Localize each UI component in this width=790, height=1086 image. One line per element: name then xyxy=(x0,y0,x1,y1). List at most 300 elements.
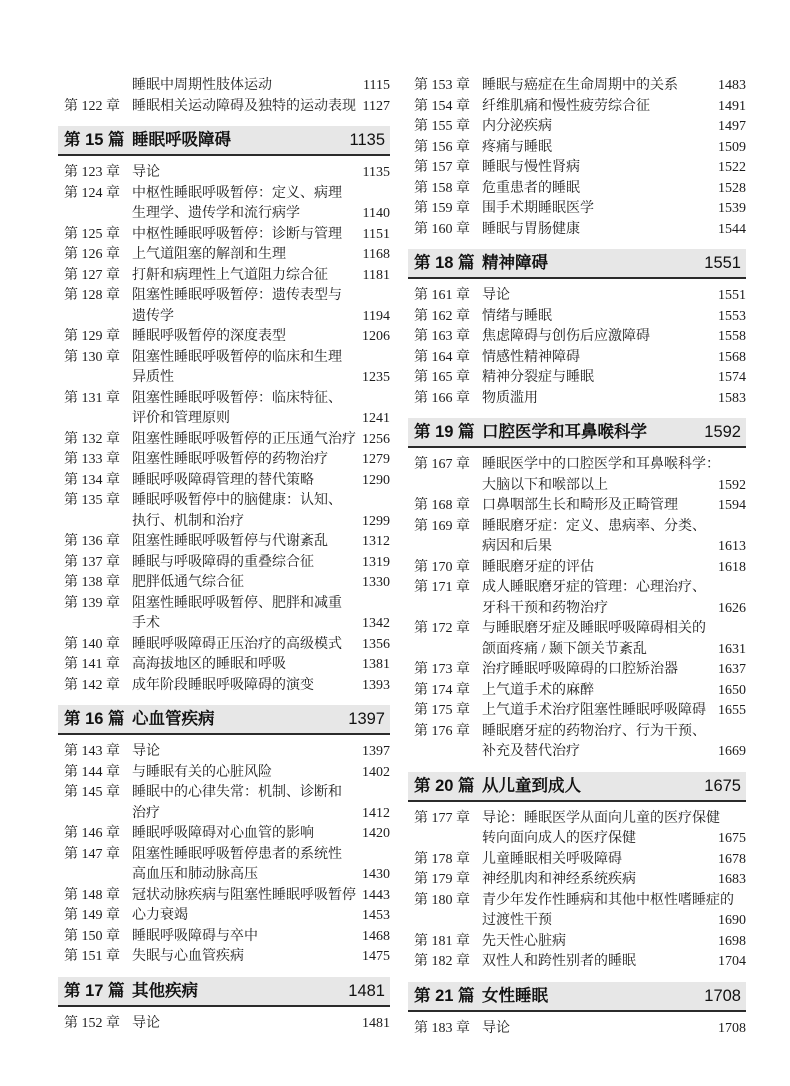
chapter-title xyxy=(482,619,746,660)
chapter-title xyxy=(482,138,746,159)
page-number: 1256 xyxy=(362,431,390,447)
chapter-title xyxy=(482,701,746,722)
page-number: 1594 xyxy=(718,498,746,513)
chapter-title xyxy=(482,179,746,200)
toc-entry xyxy=(408,722,746,763)
page-number: 1135 xyxy=(362,165,390,180)
toc-entry xyxy=(58,327,390,348)
chapter-title-line: 导论 xyxy=(482,1020,510,1036)
chapter-title-line: 睡眠磨牙症的药物治疗、行为干预、 xyxy=(482,723,706,739)
page-number: 1140 xyxy=(362,206,390,221)
section-label: 第 17 篇 xyxy=(64,981,125,1000)
toc-section-header xyxy=(408,772,746,802)
page-number: 1655 xyxy=(718,703,746,718)
page-number: 1206 xyxy=(362,329,390,344)
chapter-label: 第 141 章 xyxy=(64,657,120,672)
page-number: 1669 xyxy=(718,744,746,759)
chapter-title-line: 冠状动脉疾病与阻塞性睡眠呼吸暂停 xyxy=(132,887,356,903)
chapter-title xyxy=(482,578,746,619)
chapter-title-line: 导论 xyxy=(482,288,510,303)
chapter-title xyxy=(482,307,746,328)
page-number: 1551 xyxy=(718,288,746,303)
toc-section-header xyxy=(408,418,746,448)
chapter-label: 第 147 章 xyxy=(64,846,120,862)
chapter-title-line: 睡眠与胃肠健康 xyxy=(482,221,580,237)
chapter-title-line: 情感性精神障碍 xyxy=(482,349,580,365)
toc-entry xyxy=(58,389,390,430)
chapter-title xyxy=(482,117,746,138)
chapter-title xyxy=(132,266,390,287)
chapter-title xyxy=(482,496,746,517)
chapter-label: 第 174 章 xyxy=(414,682,470,698)
page-number: 1151 xyxy=(362,226,390,242)
section-label: 第 21 篇 xyxy=(414,986,475,1005)
chapter-title-line: 成人睡眠磨牙症的管理：心理治疗、 xyxy=(482,580,706,595)
chapter-title-line: 睡眠磨牙症：定义、患病率、分类、 xyxy=(482,518,706,534)
toc-entry xyxy=(58,266,390,287)
page-number: 1675 xyxy=(718,831,746,846)
toc-entry xyxy=(408,307,746,328)
toc-entry xyxy=(408,619,746,660)
page-number: 1544 xyxy=(718,221,746,237)
chapter-title-line: 睡眠医学中的口腔医学和耳鼻喉科学： xyxy=(482,457,720,472)
chapter-title xyxy=(132,824,390,845)
chapter-label: 第 150 章 xyxy=(64,928,120,944)
chapter-label: 第 123 章 xyxy=(64,165,120,180)
chapter-label: 第 143 章 xyxy=(64,744,120,759)
section-page-number: 1708 xyxy=(704,986,741,1005)
toc-entry xyxy=(408,660,746,681)
chapter-label: 第 125 章 xyxy=(64,226,120,242)
chapter-title-line: 疼痛与睡眠 xyxy=(482,139,552,155)
chapter-label: 第 159 章 xyxy=(414,201,470,216)
section-title: 从儿童到成人 xyxy=(482,776,581,795)
chapter-label: 第 175 章 xyxy=(414,703,470,718)
page-number: 1453 xyxy=(362,908,390,923)
chapter-title xyxy=(482,1019,746,1040)
chapter-title xyxy=(132,348,390,389)
chapter-label: 第 152 章 xyxy=(64,1015,120,1031)
toc-entry xyxy=(58,906,390,927)
chapter-title xyxy=(482,327,746,348)
chapter-title xyxy=(482,932,746,953)
chapter-title-line: 睡眠与呼吸障碍的重叠综合征 xyxy=(132,554,314,570)
chapter-title xyxy=(482,558,746,579)
page-number: 1509 xyxy=(718,139,746,155)
chapter-label: 第 165 章 xyxy=(414,370,470,385)
section-title: 心血管疾病 xyxy=(132,710,215,728)
page-number: 1420 xyxy=(362,826,390,841)
chapter-title-line: 内分泌疾病 xyxy=(482,119,552,134)
toc-entry xyxy=(408,932,746,953)
chapter-title-line: 上气道手术的麻醉 xyxy=(482,682,594,698)
chapter-title-line: 儿童睡眠相关呼吸障碍 xyxy=(482,851,622,867)
chapter-label: 第 163 章 xyxy=(414,329,470,344)
page-number: 1553 xyxy=(718,308,746,324)
page-number: 1115 xyxy=(363,78,390,93)
chapter-label: 第 146 章 xyxy=(64,826,120,841)
toc-entry xyxy=(58,225,390,246)
chapter-title-line: 导论：睡眠医学从面向儿童的医疗保健 xyxy=(482,810,720,826)
chapter-title xyxy=(132,450,390,471)
chapter-title-line: 口鼻咽部生长和畸形及正畸管理 xyxy=(482,498,678,513)
page-number: 1491 xyxy=(718,98,746,114)
chapter-title xyxy=(482,199,746,220)
chapter-title-line: 导论 xyxy=(132,165,160,180)
toc-entry xyxy=(408,286,746,307)
chapter-title-line: 导论 xyxy=(132,744,160,759)
toc-entry xyxy=(58,655,390,676)
chapter-label: 第 181 章 xyxy=(414,933,470,949)
chapter-title-line: 青少年发作性睡病和其他中枢性嗜睡症的 xyxy=(482,892,734,908)
page-number: 1397 xyxy=(362,744,390,759)
page-number: 1181 xyxy=(362,267,390,283)
chapter-title-line: 阻塞性睡眠呼吸暂停的正压通气治疗 xyxy=(132,431,356,447)
chapter-label: 第 136 章 xyxy=(64,534,120,549)
section-label: 第 18 篇 xyxy=(414,254,475,272)
chapter-label: 第 167 章 xyxy=(414,457,470,472)
chapter-title xyxy=(132,389,390,430)
chapter-title-line: 心力衰竭 xyxy=(132,908,188,923)
toc-entry xyxy=(58,824,390,845)
page-number: 1168 xyxy=(362,247,390,262)
page-number: 1708 xyxy=(718,1020,746,1036)
toc-entry xyxy=(58,1014,390,1035)
chapter-title-line: 中枢性睡眠呼吸暂停：诊断与管理 xyxy=(132,226,342,242)
chapter-label: 第 138 章 xyxy=(64,575,120,590)
chapter-label: 第 149 章 xyxy=(64,908,120,923)
chapter-label: 第 183 章 xyxy=(414,1020,470,1036)
chapter-title-line: 阻塞性睡眠呼吸暂停：遗传表型与 xyxy=(132,288,342,303)
chapter-title-line: 遗传学 xyxy=(132,308,174,324)
chapter-label: 第 126 章 xyxy=(64,247,120,262)
page-number: 1235 xyxy=(362,370,390,385)
page-number: 1698 xyxy=(718,933,746,949)
chapter-title xyxy=(482,97,746,118)
chapter-title-line: 上气道阻塞的解剖和生理 xyxy=(132,247,286,262)
chapter-title-line: 睡眠呼吸暂停的深度表型 xyxy=(132,329,286,344)
chapter-title xyxy=(132,430,390,451)
toc-entry xyxy=(58,348,390,389)
section-title: 精神障碍 xyxy=(482,254,548,272)
chapter-label: 第 162 章 xyxy=(414,308,470,324)
page-number: 1528 xyxy=(718,180,746,196)
chapter-title xyxy=(132,947,390,968)
toc-entry xyxy=(58,635,390,656)
toc-entry xyxy=(58,471,390,492)
chapter-title xyxy=(132,286,390,327)
page-number: 1497 xyxy=(718,119,746,134)
toc-entry xyxy=(408,1019,746,1040)
chapter-label: 第 180 章 xyxy=(414,892,470,908)
chapter-title-line: 危重患者的睡眠 xyxy=(482,180,580,196)
page-number: 1393 xyxy=(362,677,390,693)
chapter-label: 第 153 章 xyxy=(414,78,470,93)
page-number: 1342 xyxy=(362,616,390,631)
toc-entry xyxy=(408,952,746,973)
chapter-title-line: 肥胖低通气综合征 xyxy=(132,575,244,590)
page-number: 1626 xyxy=(718,600,746,616)
chapter-label: 第 176 章 xyxy=(414,723,470,739)
chapter-title xyxy=(482,952,746,973)
chapter-title-line: 阻塞性睡眠呼吸暂停：临床特征、 xyxy=(132,390,342,406)
chapter-title xyxy=(132,845,390,886)
chapter-label: 第 151 章 xyxy=(64,949,120,964)
chapter-label: 第 127 章 xyxy=(64,267,120,283)
section-label: 第 19 篇 xyxy=(414,423,475,441)
toc-entry xyxy=(58,763,390,784)
page-number: 1558 xyxy=(718,329,746,344)
chapter-title-line: 神经肌肉和神经系统疾病 xyxy=(482,872,636,887)
toc-entry xyxy=(58,450,390,471)
page-number: 1319 xyxy=(362,554,390,570)
chapter-title-line: 睡眠呼吸障碍与卒中 xyxy=(132,928,258,944)
chapter-title xyxy=(482,870,746,891)
page-number: 1522 xyxy=(718,160,746,175)
toc-entry xyxy=(58,947,390,968)
toc-entry xyxy=(408,578,746,619)
chapter-label: 第 130 章 xyxy=(64,349,120,365)
chapter-title xyxy=(132,594,390,635)
chapter-title xyxy=(482,348,746,369)
page-number: 1290 xyxy=(362,472,390,488)
chapter-label: 第 173 章 xyxy=(414,662,470,677)
chapter-title-line: 大脑以下和喉部以上 xyxy=(482,477,608,493)
chapter-title-line: 中枢性睡眠呼吸暂停：定义、病理 xyxy=(132,185,342,201)
chapter-title-line: 生理学、遗传学和流行病学 xyxy=(132,206,300,221)
chapter-title xyxy=(482,681,746,702)
page-number: 1468 xyxy=(362,928,390,944)
page-number: 1483 xyxy=(718,78,746,93)
chapter-label: 第 134 章 xyxy=(64,472,120,488)
page-number: 1650 xyxy=(718,682,746,698)
chapter-title-line: 精神分裂症与睡眠 xyxy=(482,370,594,385)
chapter-title xyxy=(482,220,746,241)
toc-section-header xyxy=(58,705,390,735)
chapter-title xyxy=(132,553,390,574)
toc-entry xyxy=(408,558,746,579)
page-number: 1356 xyxy=(362,636,390,652)
chapter-title xyxy=(132,676,390,697)
section-label: 第 16 篇 xyxy=(64,710,125,728)
toc-section-header xyxy=(58,977,390,1007)
section-title: 女性睡眠 xyxy=(482,986,548,1005)
section-page-number: 1675 xyxy=(704,776,741,795)
toc-entry xyxy=(58,594,390,635)
chapter-label: 第 170 章 xyxy=(414,559,470,575)
toc-entry xyxy=(408,701,746,722)
chapter-label: 第 158 章 xyxy=(414,180,470,196)
chapter-title-line: 睡眠呼吸障碍对心血管的影响 xyxy=(132,826,314,841)
page-number: 1402 xyxy=(362,764,390,780)
chapter-title-line: 睡眠与癌症在生命周期中的关系 xyxy=(482,78,678,93)
toc-entry xyxy=(58,491,390,532)
toc-entry xyxy=(408,870,746,891)
chapter-title xyxy=(482,158,746,179)
chapter-title-line: 评价和管理原则 xyxy=(132,411,230,426)
chapter-title-line: 睡眠与慢性肾病 xyxy=(482,160,580,175)
chapter-title-line: 阻塞性睡眠呼吸暂停的药物治疗 xyxy=(132,452,328,467)
toc-entry xyxy=(408,809,746,850)
chapter-title xyxy=(132,471,390,492)
chapter-title xyxy=(482,286,746,307)
section-title: 其他疾病 xyxy=(132,981,198,1000)
chapter-title xyxy=(482,722,746,763)
toc-entry xyxy=(408,517,746,558)
chapter-label: 第 132 章 xyxy=(64,431,120,447)
toc-entry xyxy=(408,348,746,369)
page-number: 1683 xyxy=(718,872,746,887)
chapter-title-line: 与睡眠磨牙症及睡眠呼吸障碍相关的 xyxy=(482,621,706,636)
toc-entry xyxy=(408,850,746,871)
chapter-label: 第 122 章 xyxy=(64,98,120,114)
chapter-label: 第 131 章 xyxy=(64,390,120,406)
page-number: 1592 xyxy=(718,477,746,493)
page-number: 1481 xyxy=(362,1015,390,1031)
page-number: 1381 xyxy=(362,657,390,672)
chapter-title xyxy=(132,97,390,118)
toc-entry xyxy=(58,886,390,907)
chapter-label: 第 139 章 xyxy=(64,595,120,611)
chapter-title-line: 补充及替代治疗 xyxy=(482,744,580,759)
chapter-title-line: 牙科干预和药物治疗 xyxy=(482,600,608,616)
chapter-title xyxy=(482,76,746,97)
section-label: 第 15 篇 xyxy=(64,131,125,149)
toc-entry xyxy=(408,76,746,97)
toc-entry xyxy=(58,927,390,948)
page-number: 1299 xyxy=(362,513,390,529)
chapter-label: 第 154 章 xyxy=(414,98,470,114)
chapter-title-line: 失眠与心血管疾病 xyxy=(132,949,244,964)
chapter-title-line: 先天性心脏病 xyxy=(482,933,566,949)
page-number: 1312 xyxy=(362,534,390,549)
section-page-number: 1135 xyxy=(349,131,385,149)
chapter-title xyxy=(482,660,746,681)
page-number: 1574 xyxy=(718,370,746,385)
chapter-title xyxy=(132,573,390,594)
section-page-number: 1551 xyxy=(704,254,741,272)
chapter-label: 第 137 章 xyxy=(64,554,120,570)
chapter-label: 第 128 章 xyxy=(64,288,120,303)
section-page-number: 1592 xyxy=(704,423,741,441)
section-label: 第 20 篇 xyxy=(414,776,475,795)
page-number: 1430 xyxy=(362,867,390,882)
chapter-title xyxy=(132,163,390,184)
page-number: 1412 xyxy=(362,805,390,821)
chapter-title-line: 睡眠磨牙症的评估 xyxy=(482,559,594,575)
chapter-label: 第 178 章 xyxy=(414,851,470,867)
toc-section-header xyxy=(58,126,390,156)
chapter-title xyxy=(132,635,390,656)
chapter-title xyxy=(132,655,390,676)
chapter-label: 第 166 章 xyxy=(414,390,470,406)
toc-entry xyxy=(408,327,746,348)
chapter-title-line: 导论 xyxy=(132,1015,160,1031)
chapter-title xyxy=(132,491,390,532)
toc-entry xyxy=(408,220,746,241)
toc-entry xyxy=(58,163,390,184)
toc-entry xyxy=(408,455,746,496)
section-title: 睡眠呼吸障碍 xyxy=(132,131,231,149)
toc-entry xyxy=(408,158,746,179)
page-number: 1618 xyxy=(718,559,746,575)
chapter-title-line: 打鼾和病理性上气道阻力综合征 xyxy=(132,267,328,283)
chapter-label: 第 148 章 xyxy=(64,887,120,903)
toc-entry xyxy=(58,742,390,763)
chapter-title-line: 睡眠呼吸障碍正压治疗的高级模式 xyxy=(132,636,342,652)
chapter-title xyxy=(132,245,390,266)
toc-entry xyxy=(408,496,746,517)
chapter-title xyxy=(482,455,746,496)
section-title: 口腔医学和耳鼻喉科学 xyxy=(482,423,647,441)
chapter-title xyxy=(482,368,746,389)
toc-entry xyxy=(58,97,390,118)
chapter-title xyxy=(132,927,390,948)
page-number: 1194 xyxy=(362,308,390,324)
toc-entry xyxy=(408,179,746,200)
chapter-title-line: 阻塞性睡眠呼吸暂停的临床和生理 xyxy=(132,349,342,365)
section-page-number: 1481 xyxy=(348,981,385,1000)
toc-entry xyxy=(408,117,746,138)
chapter-label: 第 179 章 xyxy=(414,872,470,887)
page-number: 1704 xyxy=(718,954,746,969)
chapter-title-line: 执行、机制和治疗 xyxy=(132,513,244,529)
chapter-label: 第 177 章 xyxy=(414,810,470,826)
chapter-title-line: 阻塞性睡眠呼吸暂停与代谢紊乱 xyxy=(132,534,328,549)
chapter-title-line: 高血压和肺动脉高压 xyxy=(132,867,258,882)
toc-section-header xyxy=(408,249,746,279)
chapter-title-line: 阻塞性睡眠呼吸暂停患者的系统性 xyxy=(132,846,342,862)
chapter-title-line: 睡眠相关运动障碍及独特的运动表现 xyxy=(132,98,356,114)
toc-section-header xyxy=(408,982,746,1012)
page-number: 1631 xyxy=(718,641,746,657)
chapter-title xyxy=(482,850,746,871)
chapter-label: 第 140 章 xyxy=(64,636,120,652)
chapter-label: 第 142 章 xyxy=(64,677,120,693)
chapter-title-line: 睡眠呼吸障碍管理的替代策略 xyxy=(132,472,314,488)
chapter-label: 第 144 章 xyxy=(64,764,120,780)
chapter-title xyxy=(132,763,390,784)
chapter-label: 第 135 章 xyxy=(64,493,120,508)
chapter-label: 第 156 章 xyxy=(414,139,470,155)
chapter-title-line: 阻塞性睡眠呼吸暂停、肥胖和减重 xyxy=(132,595,342,611)
toc-entry xyxy=(408,97,746,118)
chapter-title xyxy=(132,76,390,97)
chapter-title-line: 治疗 xyxy=(132,805,160,821)
chapter-label: 第 164 章 xyxy=(414,349,470,365)
toc-entry xyxy=(408,138,746,159)
page-number: 1568 xyxy=(718,349,746,365)
page-number: 1127 xyxy=(362,98,390,114)
chapter-title xyxy=(132,225,390,246)
chapter-label: 第 160 章 xyxy=(414,221,470,237)
chapter-title-line: 转向面向成人的医疗保健 xyxy=(482,831,636,846)
toc-entry xyxy=(408,199,746,220)
chapter-title-line: 情绪与睡眠 xyxy=(482,308,552,324)
toc-entry xyxy=(58,553,390,574)
toc-entry xyxy=(58,430,390,451)
page-number: 1279 xyxy=(362,452,390,467)
chapter-title-line: 高海拔地区的睡眠和呼吸 xyxy=(132,657,286,672)
toc-entry xyxy=(58,286,390,327)
toc-entry xyxy=(408,681,746,702)
toc-entry xyxy=(58,783,390,824)
chapter-title xyxy=(132,886,390,907)
chapter-label: 第 133 章 xyxy=(64,452,120,467)
toc-entry xyxy=(58,532,390,553)
chapter-title-line: 过渡性干预 xyxy=(482,913,552,928)
chapter-title-line: 纤维肌痛和慢性疲劳综合征 xyxy=(482,98,650,114)
